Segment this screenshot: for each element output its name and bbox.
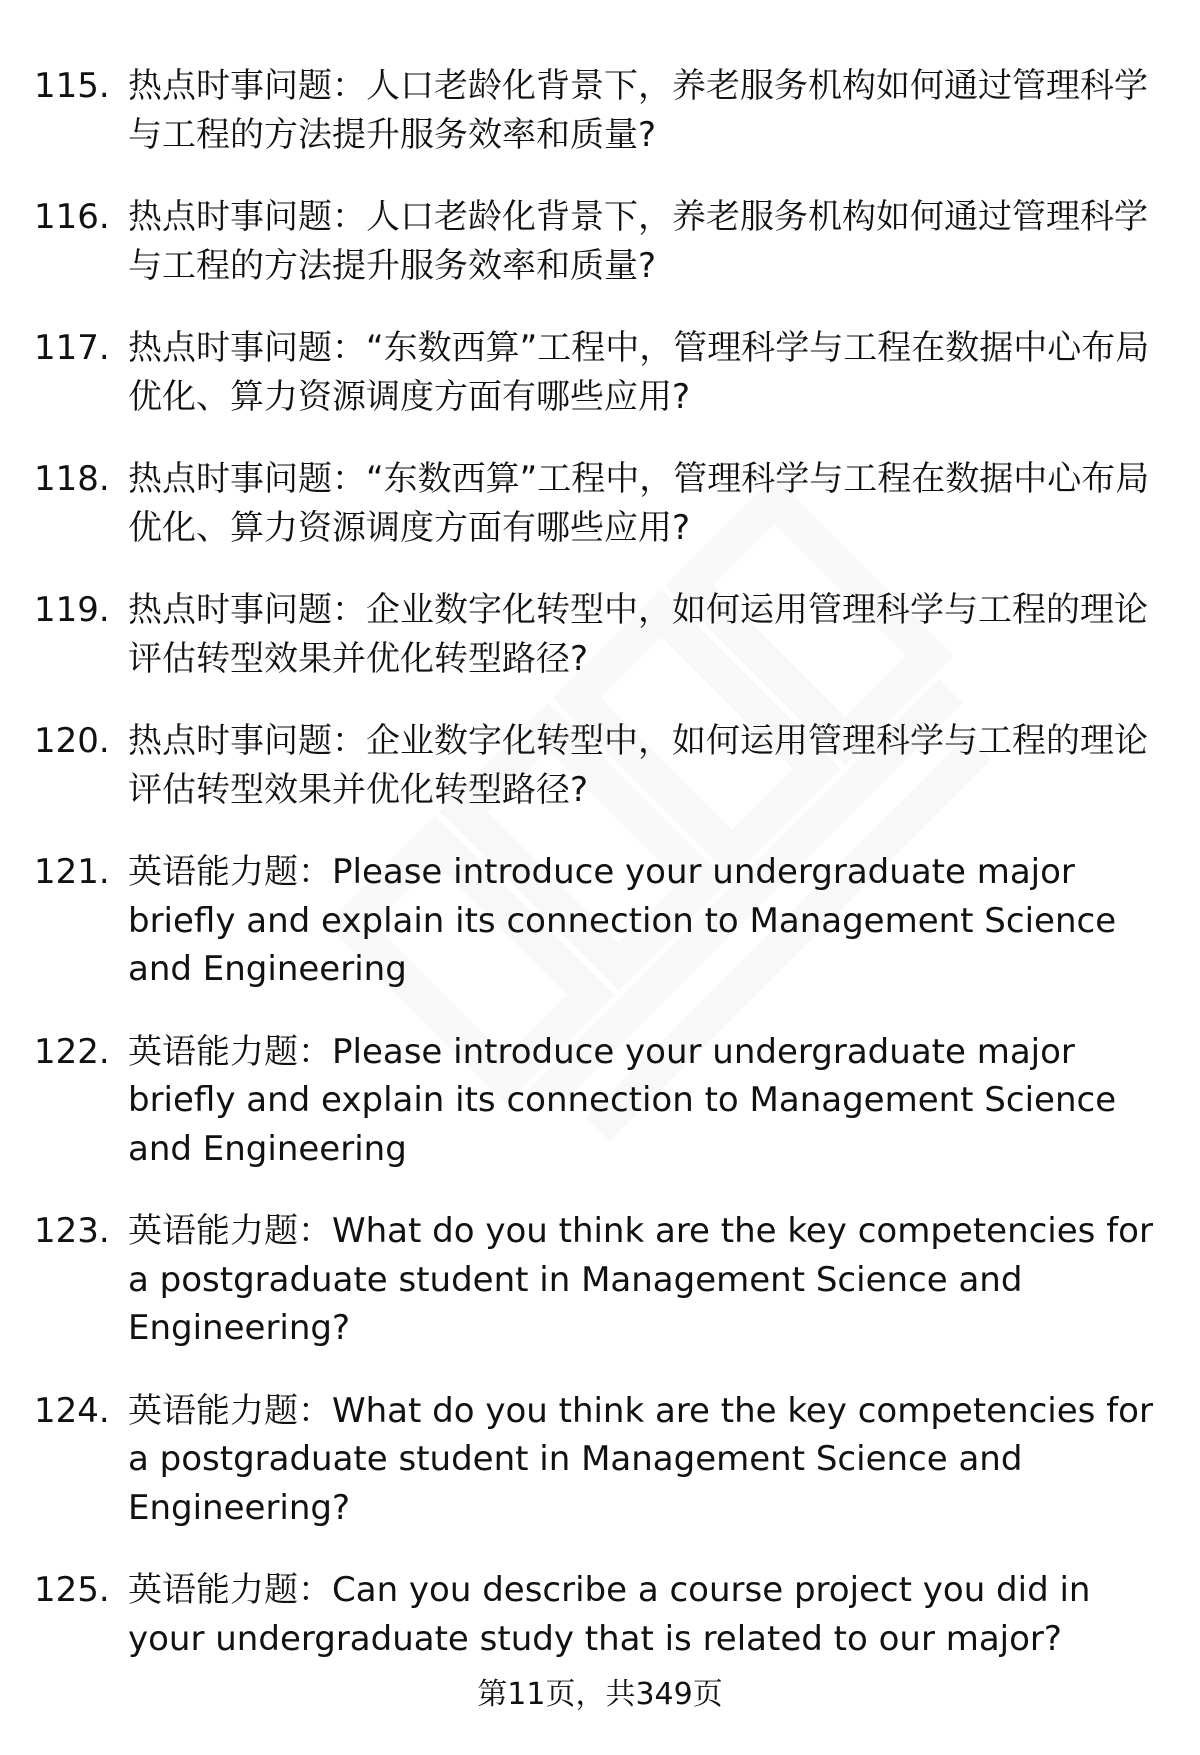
question-item-118 (34, 455, 1154, 552)
question-number: 120. (34, 721, 110, 761)
question-number: 124. (34, 1390, 110, 1431)
question-text: 热点时事问题：企业数字化转型中，如何运用管理科学与工程的理论评估转型效果并优化转型路径? (128, 721, 1148, 810)
question-number: 119. (34, 590, 110, 630)
question-item-119 (34, 586, 1154, 683)
question-list (34, 62, 1154, 1697)
question-number: 123. (34, 1211, 110, 1251)
question-number: 118. (34, 459, 110, 499)
question-item-120 (34, 717, 1154, 814)
question-text: 英语能力题：Please introduce your undergraduate major briefly and explain its connection to Management Science and Engineering (128, 1031, 1117, 1169)
question-item-116 (34, 193, 1154, 290)
question-text: 英语能力题：What do you think are the key competencies for a postgraduate student in Management Science and Engineering? (128, 1390, 1153, 1528)
question-number: 122. (34, 1031, 110, 1072)
question-number: 121. (34, 852, 110, 892)
question-item-125 (34, 1566, 1154, 1663)
question-text: 热点时事问题：人口老龄化背景下，养老服务机构如何通过管理科学与工程的方法提升服务效率和质量? (128, 197, 1148, 286)
question-number: 117. (34, 328, 110, 368)
question-text: 热点时事问题：企业数字化转型中，如何运用管理科学与工程的理论评估转型效果并优化转型路径? (128, 590, 1148, 679)
question-item-123 (34, 1207, 1154, 1353)
question-item-117 (34, 324, 1154, 421)
question-number: 115. (34, 66, 110, 106)
page-number-label: 第11页，共349页 (477, 1677, 723, 1712)
question-item-121 (34, 848, 1154, 994)
question-item-122 (34, 1028, 1154, 1174)
question-text: 热点时事问题：人口老龄化背景下，养老服务机构如何通过管理科学与工程的方法提升服务效率和质量? (128, 66, 1148, 155)
question-text: 英语能力题：What do you think are the key competencies for a postgraduate student in Management Science and Engineering? (128, 1211, 1153, 1348)
question-text: 英语能力题：Can you describe a course project you did in your undergraduate study that is related to our major? (128, 1570, 1091, 1659)
question-text: 英语能力题：Please introduce your undergraduate major briefly and explain its connection to Management Science and Engineering (128, 852, 1117, 989)
question-text: 热点时事问题：“东数西算”工程中，管理科学与工程在数据中心布局优化、算力资源调度方面有哪些应用? (128, 328, 1150, 417)
question-number: 125. (34, 1570, 110, 1610)
question-item-124 (34, 1387, 1154, 1533)
question-text: 热点时事问题：“东数西算”工程中，管理科学与工程在数据中心布局优化、算力资源调度方面有哪些应用? (128, 459, 1150, 548)
question-item-115 (34, 62, 1154, 159)
question-number: 116. (34, 197, 110, 237)
page-footer (0, 1675, 1200, 1715)
